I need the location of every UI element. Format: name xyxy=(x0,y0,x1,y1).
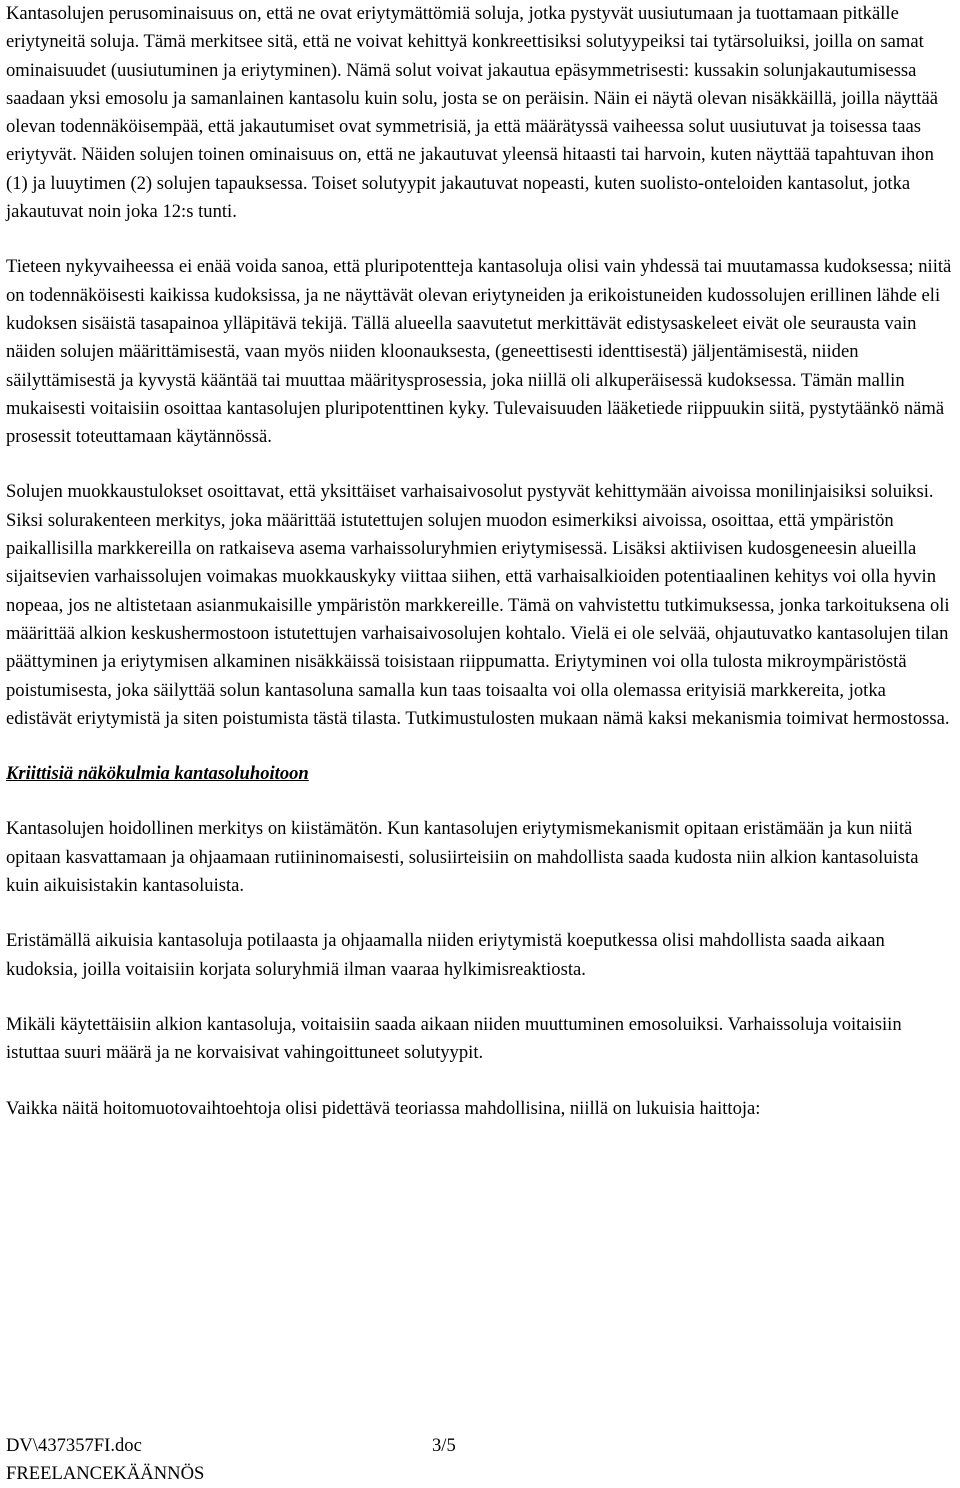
paragraph-stem-cell-properties: Kantasolujen perusominaisuus on, että ne ovat eriytymättömiä soluja, jotka pystyvät uusiutumaan ja tuottamaan pitkälle eriytyneitä soluja. Tämä merkitsee sitä, että ne voivat kehittyä konkreettisiksi solutyypeiksi tai tytärsoluiksi, joilla on samat ominaisuudet (uusiutuminen ja eriytyminen). Nämä solut voivat jakautua epäsymmetrisesti: kussakin solunjakautumisessa saadaan yksi emosolu ja samanlainen kantasolu kuin solu, josta se on peräisin. Näin ei näytä olevan nisäkkäillä, joilla näyttää olevan todennäköisempää, että jakautumiset ovat symmetrisiä, ja että määrätyssä vaiheessa solut uusiutuvat ja toisessa taas eriytyvät. Näiden solujen toinen ominaisuus on, että ne jakautuvat yleensä hitaasti tai harvoin, kuten näyttää tapahtuvan ihon (1) ja luuytimen (2) solujen tapauksessa. Toiset solutyypit jakautuvat nopeasti, kuten suolisto-onteloiden kantasolut, jotka jakautuvat noin joka 12:s tunti. xyxy=(6,3,939,223)
document-page xyxy=(6,0,956,1123)
paragraph-drawbacks: Vaikka näitä hoitomuotovaihtoehtoja olisi pidettävä teoriassa mahdollisina, niillä on lukuisia haittoja: xyxy=(6,1097,761,1119)
paragraph-pluripotent-cells: Tieteen nykyvaiheessa ei enää voida sanoa, että pluripotentteja kantasoluja olisi vain yhdessä tai muutamassa kudoksessa; niitä on todennäköisesti kaikissa kudoksissa, ja ne näyttävät olevan eriytyneiden ja erikoistuneiden kudossolujen erillinen lähde eli kudoksen sisäistä tasapainoa ylläpitävä tekijä. Tällä alueella saavutetut merkittävät edistysaskeleet eivät ole seurausta vain näiden solujen määrittämisestä, vaan myös niiden kloonauksesta, (geneettisesti identtisestä) jäljentämisestä, niiden säilyttämisestä ja kyvystä kääntää tai muuttaa määritysprosessia, joka niillä oli alkuperäisessä kudoksessa. Tämän mallin mukaisesti voitaisiin osoittaa kantasolujen pluripotenttinen kyky. Tulevaisuuden lääketiede riippuukin siitä, pystytäänkö nämä prosessit toteuttamaan käytännössä. xyxy=(6,256,952,448)
paragraph-cell-modification: Solujen muokkaustulokset osoittavat, että yksittäiset varhaisaivosolut pystyvät kehittymään aivoissa monilinjaisiksi soluiksi. Siksi solurakenteen merkitys, joka määrittää istutettujen solujen muodon esimerkiksi aivoissa, osoittaa, että ympäristön paikallisilla markkereilla on ratkaiseva asema varhaissoluryhmien eriytymisessä. Lisäksi aktiivisen kudosgeneesin alueilla sijaitsevien varhaissolujen voimakas muokkauskyky viittaa siihen, että varhaisalkioiden potentiaalinen kehitys voi olla hyvin nopeaa, jos ne altistetaan asianmukaisille ympäristön markkereille. Tämä on vahvistettu tutkimuksessa, jonka tarkoituksena oli määrittää alkion keskushermostoon istutettujen varhaisaivosolujen kohtalo. Vielä ei ole selvää, ohjautuvatko kantasolujen tilan päättyminen ja eriytymisen alkaminen nisäkkäissä toisistaan riippumatta. Eriytyminen voi olla tulosta mikroympäristöstä poistumisesta, joka säilyttää solun kantasoluna samalla kun taas toisaalta voi olla olemassa erityisiä markkereita, jotka edistävät eriytymistä ja siten poistumista tästä tilasta. Tutkimustulosten mukaan nämä kaksi mekanismia toimivat hermostossa. xyxy=(6,481,950,729)
page-footer xyxy=(6,1432,956,1488)
footer-row-top xyxy=(6,1432,956,1460)
paragraph-adult-stem-cells: Eristämällä aikuisia kantasoluja potilaasta ja ohjaamalla niiden eriytymistä koeputkessa olisi mahdollista saada aikaan kudoksia, joilla voitaisiin korjata soluryhmiä ilman vaaraa hylkimisreaktiosta. xyxy=(6,930,885,980)
footer-page-number: 3/5 xyxy=(432,1435,456,1456)
footer-filename: DV\437357FI.doc xyxy=(6,1435,142,1456)
paragraph-therapeutic-significance: Kantasolujen hoidollinen merkitys on kiistämätön. Kun kantasolujen eriytymismekanismit opitaan eristämään ja kun niitä opitaan kasvattamaan ja ohjaamaan rutiininomaisesti, solusiirteisiin on mahdollista saada kudosta niin alkion kantasoluista kuin aikuisistakin kantasoluista. xyxy=(6,818,919,897)
footer-row-bottom xyxy=(6,1460,956,1488)
footer-label: FREELANCEKÄÄNNÖS xyxy=(6,1463,205,1484)
section-heading: Kriittisiä näkökulmia kantasoluhoitoon xyxy=(6,763,309,785)
paragraph-embryonic-stem-cells: Mikäli käytettäisiin alkion kantasoluja, voitaisiin saada aikaan niiden muuttuminen emosoluiksi. Varhaissoluja voitaisiin istuttaa suuri määrä ja ne korvaisivat vahingoittuneet solutyypit. xyxy=(6,1013,902,1064)
